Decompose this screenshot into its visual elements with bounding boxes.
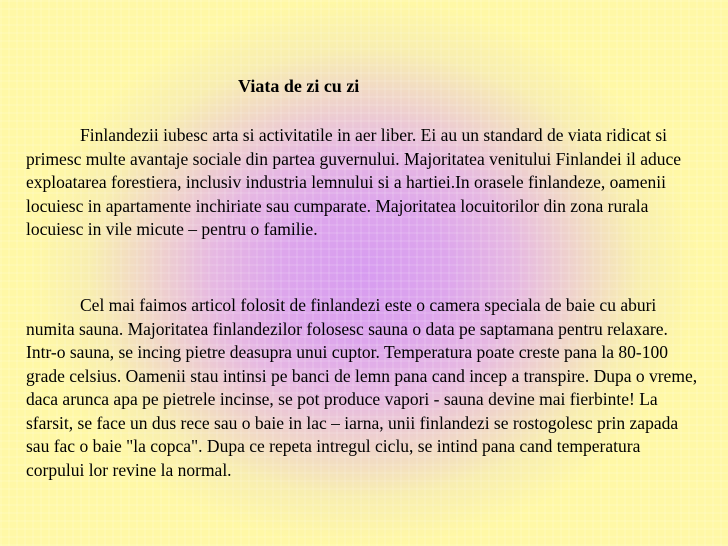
slide-title: Viata de zi cu zi bbox=[238, 76, 360, 96]
paragraph-living-standard: Finlandezii iubesc arta si activitatile in aer liber. Ei au un standard de viata ridicat si primesc multe avantaje sociale din partea guvernului. Majoritatea venitului Finlandei il aduce exploatarea forestiera, inclusiv industria lemnului si a hartiei.In orasele finlandeze, oamenii locuiesc in apartamente inchiriate sau cumparate. Majoritatea locuitorilor din zona rurala locuiesc in vile micute – pentru o familie. bbox=[26, 125, 682, 239]
paragraph-sauna: Cel mai faimos articol folosit de finlandezi este o camera speciala de baie cu aburi numita sauna. Majoritatea finlandezilor folosesc sauna o data pe saptamana pentru relaxare. Intr-o sauna, se incing pietre deasupra unui cuptor. Temperatura poate creste pana la 80-100 grade celsius. Oamenii stau intinsi pe banci de lemn pana cand incep a transpire. Dupa o vreme, daca arunca apa pe pietrele incinse, se pot produce vapori - sauna devine mai fierbinte! La sfarsit, se face un dus rece sau o baie in lac – iarna, unii finlandezi se rostogolesc prin zapada sau fac o baie "la copca". Dupa ce repeta intregul ciclu, se intind pana cand temperatura corpului lor revine la normal. bbox=[26, 295, 698, 480]
